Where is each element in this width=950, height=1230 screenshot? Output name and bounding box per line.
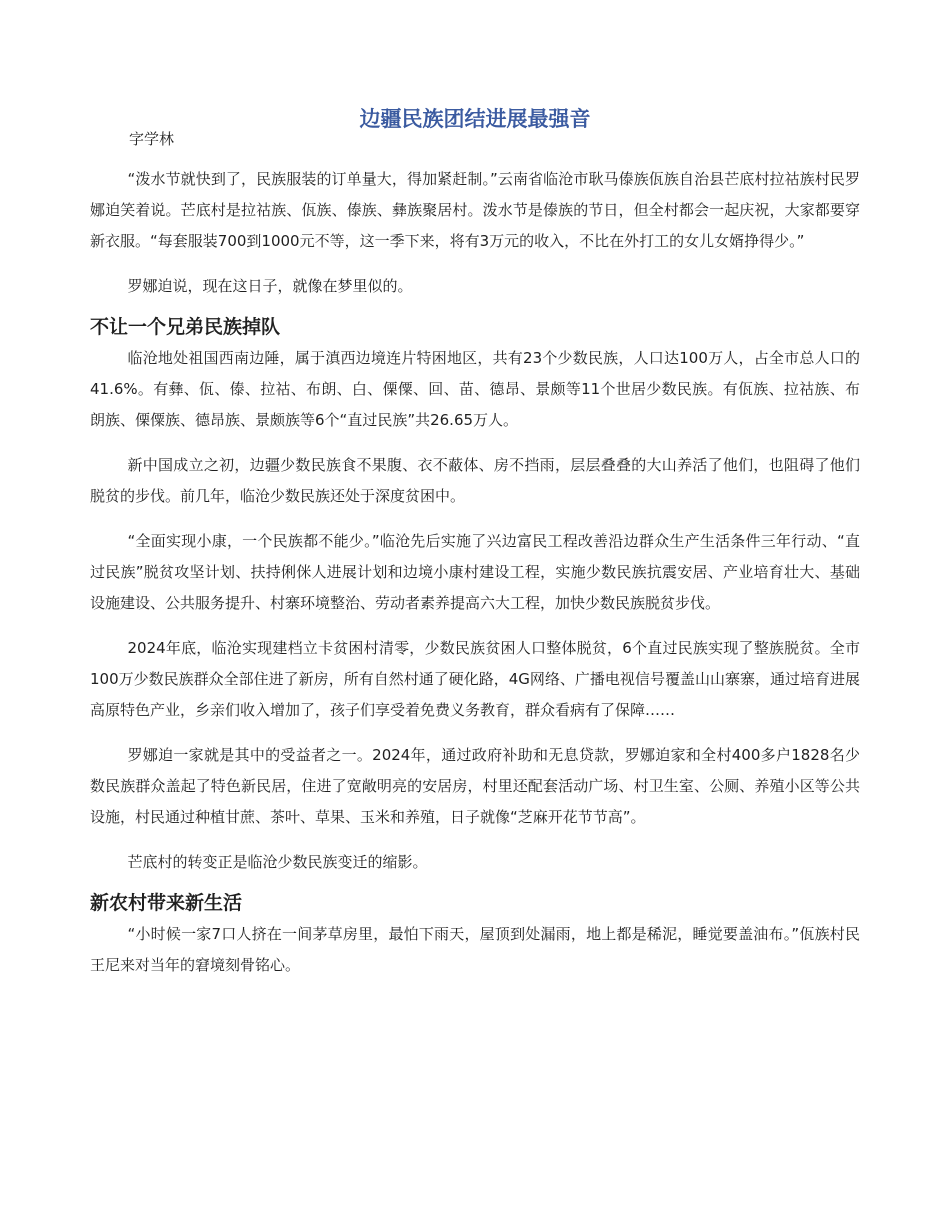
paragraph: 临沧地处祖国西南边陲，属于滇西边境连片特困地区，共有23个少数民族，人口达100万人，占全市总人口的41.6%。有彝、佤、傣、拉祜、布朗、白、傈僳、回、苗、德昂、景颇等11个世居少数民族。有佤族、拉祜族、布朗族、傈僳族、德昂族、景颇族等6个“直过民族”共26.65万人。 (90, 349, 860, 429)
paragraph: 芒底村的转变正是临沧少数民族变迁的缩影。 (127, 853, 428, 871)
section-heading: 不让一个兄弟民族掉队 (90, 316, 281, 338)
document-page (90, 104, 860, 981)
section-heading: 新农村带来新生活 (90, 892, 243, 914)
paragraph: 2024年底，临沧实现建档立卡贫困村清零，少数民族贫困人口整体脱贫，6个直过民族实现了整族脱贫。全市100万少数民族群众全部住进了新房，所有自然村通了硬化路，4G网络、广播电视信号覆盖山山寨寨，通过培育进展高原特色产业，乡亲们收入增加了，孩子们享受着免费义务教育，群众看病有了保障…… (90, 639, 860, 719)
paragraph: 新中国成立之初，边疆少数民族食不果腹、衣不蔽体、房不挡雨，层层叠叠的大山养活了他们，也阻碍了他们脱贫的步伐。前几年，临沧少数民族还处于深度贫困中。 (90, 456, 860, 505)
paragraph: 罗娜迫说，现在这日子，就像在梦里似的。 (127, 277, 413, 295)
paragraph: “泼水节就快到了，民族服装的订单量大，得加紧赶制。”云南省临沧市耿马傣族佤族自治县芒底村拉祜族村民罗娜迫笑着说。芒底村是拉祜族、佤族、傣族、彝族聚居村。泼水节是傣族的节日，但全村都会一起庆祝，大家都要穿新衣服。“每套服装700到1000元不等，这一季下来，将有3万元的收入，不比在外打工的女儿女婿挣得少。” (90, 170, 860, 250)
article-author: 字学林 (129, 130, 175, 148)
paragraph: “小时候一家7口人挤在一间茅草房里，最怕下雨天，屋顶到处漏雨，地上都是稀泥，睡觉要盖油布。”佤族村民王尼来对当年的窘境刻骨铭心。 (90, 925, 860, 974)
paragraph: 罗娜迫一家就是其中的受益者之一。2024年，通过政府补助和无息贷款，罗娜迫家和全村400多户1828名少数民族群众盖起了特色新民居，住进了宽敞明亮的安居房，村里还配套活动广场、村卫生室、公厕、养殖小区等公共设施，村民通过种植甘蔗、茶叶、草果、玉米和养殖，日子就像“芝麻开花节节高”。 (90, 746, 860, 826)
paragraph: “全面实现小康，一个民族都不能少。”临沧先后实施了兴边富民工程改善沿边群众生产生活条件三年行动、“直过民族”脱贫攻坚计划、扶持俐侎人进展计划和边境小康村建设工程，实施少数民族抗震安居、产业培育壮大、基础设施建设、公共服务提升、村寨环境整治、劳动者素养提高六大工程，加快少数民族脱贫步伐。 (90, 532, 860, 612)
article-title: 边疆民族团结进展最强音 (359, 107, 591, 131)
